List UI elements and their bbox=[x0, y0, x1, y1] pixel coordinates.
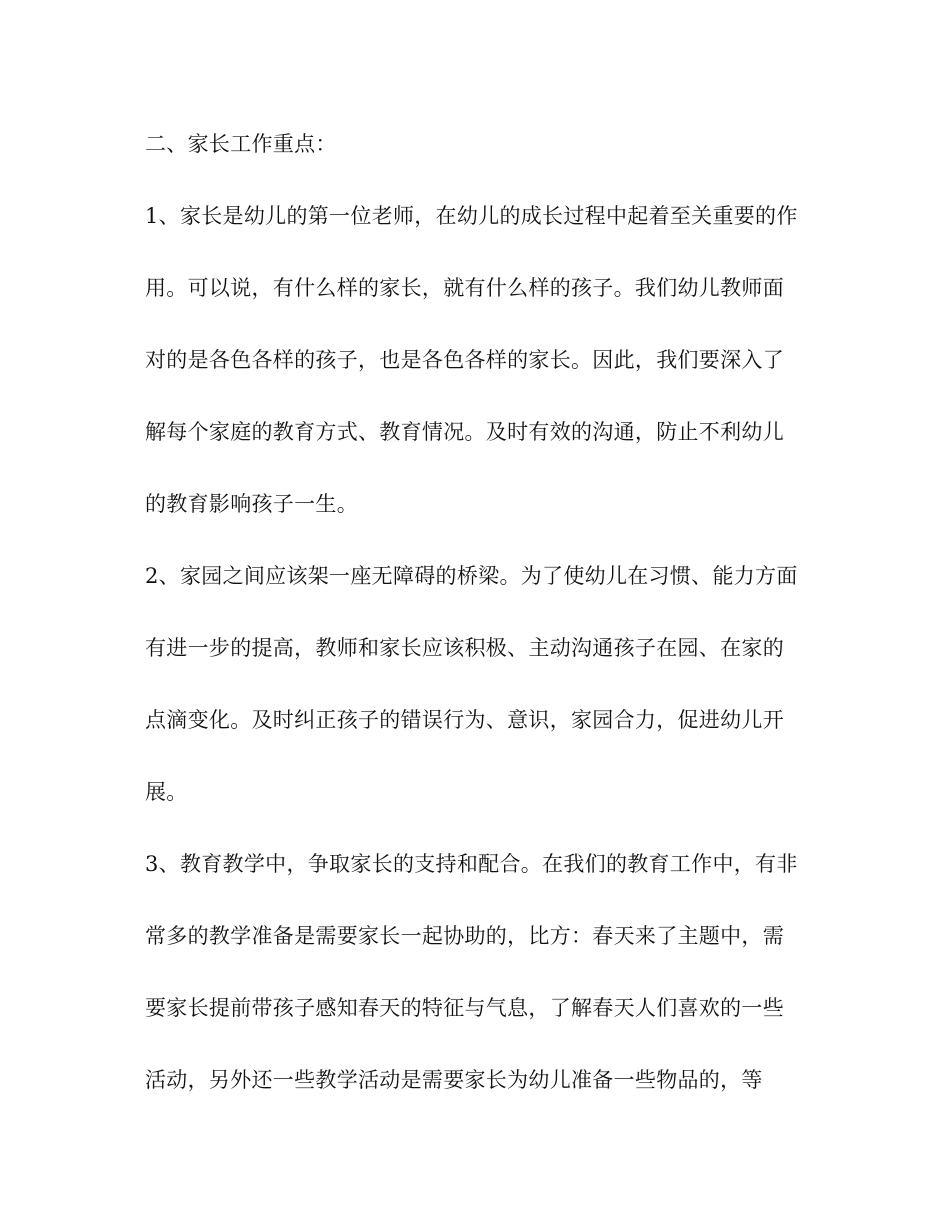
paragraph-line: 点滴变化。及时纠正孩子的错误行为、意识，家园合力，促进幼儿开 bbox=[145, 708, 784, 732]
paragraph-line: 1、家长是幼儿的第一位老师，在幼儿的成长过程中起着至关重要的作 bbox=[145, 204, 798, 228]
paragraph-line: 对的是各色各样的孩子，也是各色各样的家长。因此，我们要深入了 bbox=[145, 348, 784, 372]
paragraph-line: 2、家园之间应该架一座无障碍的桥梁。为了使幼儿在习惯、能力方面 bbox=[145, 564, 798, 588]
paragraph-line: 要家长提前带孩子感知春天的特征与气息，了解春天人们喜欢的一些 bbox=[145, 996, 784, 1020]
section-heading: 二、家长工作重点： bbox=[145, 132, 337, 156]
paragraph-line: 常多的教学准备是需要家长一起协助的，比方：春天来了主题中，需 bbox=[145, 924, 784, 948]
paragraph-line: 的教育影响孩子一生。 bbox=[145, 492, 358, 516]
paragraph-line: 用。可以说，有什么样的家长，就有什么样的孩子。我们幼儿教师面 bbox=[145, 276, 784, 300]
paragraph-line: 有进一步的提高，教师和家长应该积极、主动沟通孩子在园、在家的 bbox=[145, 636, 784, 660]
paragraph-line: 展。 bbox=[145, 780, 188, 804]
paragraph-line: 活动，另外还一些教学活动是需要家长为幼儿准备一些物品的，等 bbox=[145, 1068, 763, 1092]
paragraph-line: 3、教育教学中，争取家长的支持和配合。在我们的教育工作中，有非 bbox=[145, 852, 798, 876]
paragraph-line: 解每个家庭的教育方式、教育情况。及时有效的沟通，防止不利幼儿 bbox=[145, 420, 784, 444]
